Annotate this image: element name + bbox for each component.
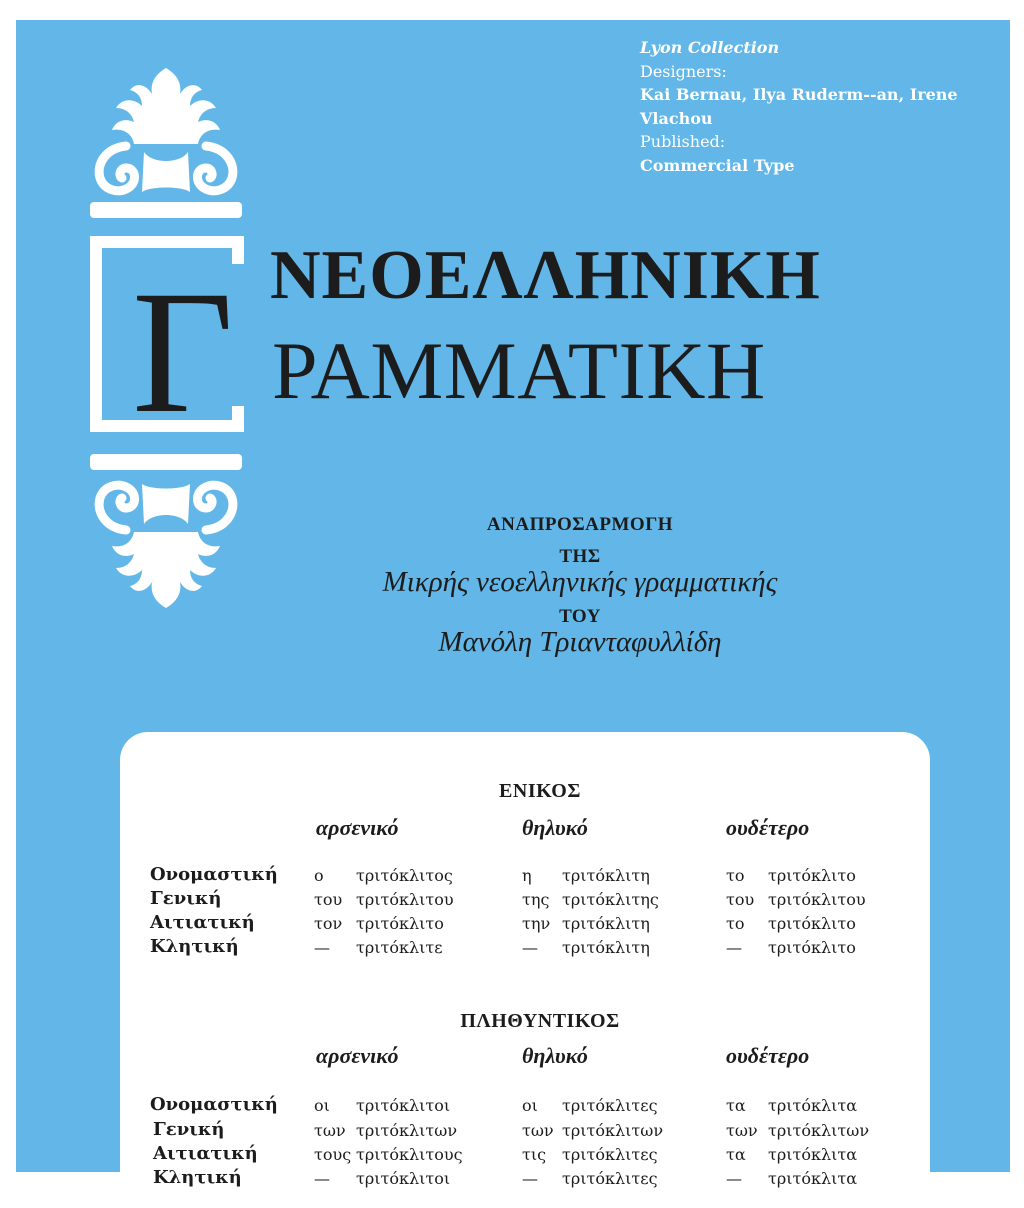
designers-value: Kai Bernau, Ilya Ruderm--an, Irene Vlachou [640, 85, 958, 128]
published-label: Published: [640, 132, 726, 151]
article: τους [314, 1145, 352, 1164]
article: των [314, 1121, 346, 1140]
noun-form: τριτόκλιτα [768, 1145, 858, 1164]
gender-neuter: ουδέτερο [726, 815, 810, 840]
title-line-1: ΝΕΟΕΛΛΗΝΙΚΗ [270, 237, 821, 314]
article: — [314, 1169, 330, 1188]
noun-form: τριτόκλιτοι [356, 1169, 451, 1188]
title-line-2: ΡΑΜΜΑΤΙΚΗ [272, 325, 766, 416]
article: ο [314, 866, 324, 885]
noun-form: τριτόκλιτα [768, 1169, 858, 1188]
noun-form: τριτόκλιτους [356, 1145, 463, 1164]
noun-form: τριτόκλιτη [562, 938, 650, 957]
subtitle-line-4: ΤΟΥ [559, 606, 601, 627]
subtitle-line-3: Μικρής νεοελληνικής γραμματικής [382, 566, 778, 598]
article: των [726, 1121, 758, 1140]
case-label: Γενική [150, 888, 222, 909]
singular-heading: ΕΝΙΚΟΣ [499, 780, 581, 802]
subtitle-line-5: Μανόλη Τριανταφυλλίδη [438, 626, 722, 658]
palmette-ornament-icon [86, 64, 246, 224]
article: των [522, 1121, 554, 1140]
collection-name: Lyon Collection [640, 38, 780, 57]
designers-label: Designers: [640, 61, 727, 81]
credits-block [640, 36, 1010, 177]
case-label: Αιτιατική [153, 1143, 258, 1164]
plural-heading: ΠΛΗΘΥΝΤΙΚΟΣ [460, 1010, 620, 1032]
article: της [522, 890, 550, 909]
subtitle-line-2: ΤΗΣ [559, 546, 601, 567]
noun-form: τριτόκλιτος [356, 866, 453, 885]
article: του [314, 890, 343, 909]
article: τα [726, 1096, 746, 1115]
title-initial: Γ [132, 255, 234, 450]
noun-form: τριτόκλιτο [356, 914, 444, 933]
noun-form: τριτόκλιτων [356, 1121, 458, 1140]
noun-form: τριτόκλιτου [768, 890, 866, 909]
noun-form: τριτόκλιτε [356, 938, 443, 957]
noun-form: τριτόκλιτες [562, 1145, 658, 1164]
article: το [726, 914, 745, 933]
article: — [522, 1169, 538, 1188]
noun-form: τριτόκλιτα [768, 1096, 858, 1115]
palmette-ornament-icon [86, 446, 246, 612]
noun-form: τριτόκλιτες [562, 1096, 658, 1115]
subtitle-line-1: ΑΝΑΠΡΟΣΑΡΜΟΓΗ [486, 514, 674, 535]
article: το [726, 866, 745, 885]
case-label: Ονομαστική [150, 1094, 278, 1115]
case-label: Γενική [153, 1119, 225, 1140]
noun-form: τριτόκλιτοι [356, 1096, 451, 1115]
gender-feminine: θηλυκό [522, 815, 588, 840]
noun-form: τριτόκλιτες [562, 1169, 658, 1188]
article: — [522, 938, 538, 957]
noun-form: τριτόκλιτου [356, 890, 454, 909]
article: τις [522, 1145, 547, 1164]
article: τον [314, 914, 343, 933]
article: τα [726, 1145, 746, 1164]
article: οι [314, 1096, 330, 1115]
case-label: Ονομαστική [150, 864, 278, 885]
noun-form: τριτόκλιτο [768, 938, 856, 957]
article: την [522, 914, 551, 933]
noun-form: τριτόκλιτων [768, 1121, 870, 1140]
article: — [726, 1169, 742, 1188]
gender-masculine: αρσενικό [316, 815, 399, 840]
article: του [726, 890, 755, 909]
gender-masculine: αρσενικό [316, 1043, 399, 1068]
noun-form: τριτόκλιτης [562, 890, 659, 909]
noun-form: τριτόκλιτη [562, 866, 650, 885]
noun-form: τριτόκλιτο [768, 914, 856, 933]
article: η [522, 866, 532, 885]
case-label: Κλητική [150, 936, 239, 957]
case-label: Κλητική [153, 1167, 242, 1188]
noun-form: τριτόκλιτη [562, 914, 650, 933]
noun-form: τριτόκλιτων [562, 1121, 664, 1140]
noun-form: τριτόκλιτο [768, 866, 856, 885]
article: — [314, 938, 330, 957]
publisher-value: Commercial Type [640, 155, 795, 175]
gender-feminine: θηλυκό [522, 1043, 588, 1068]
case-label: Αιτιατική [150, 912, 255, 933]
article: οι [522, 1096, 538, 1115]
article: — [726, 938, 742, 957]
gender-neuter: ουδέτερο [726, 1043, 810, 1068]
